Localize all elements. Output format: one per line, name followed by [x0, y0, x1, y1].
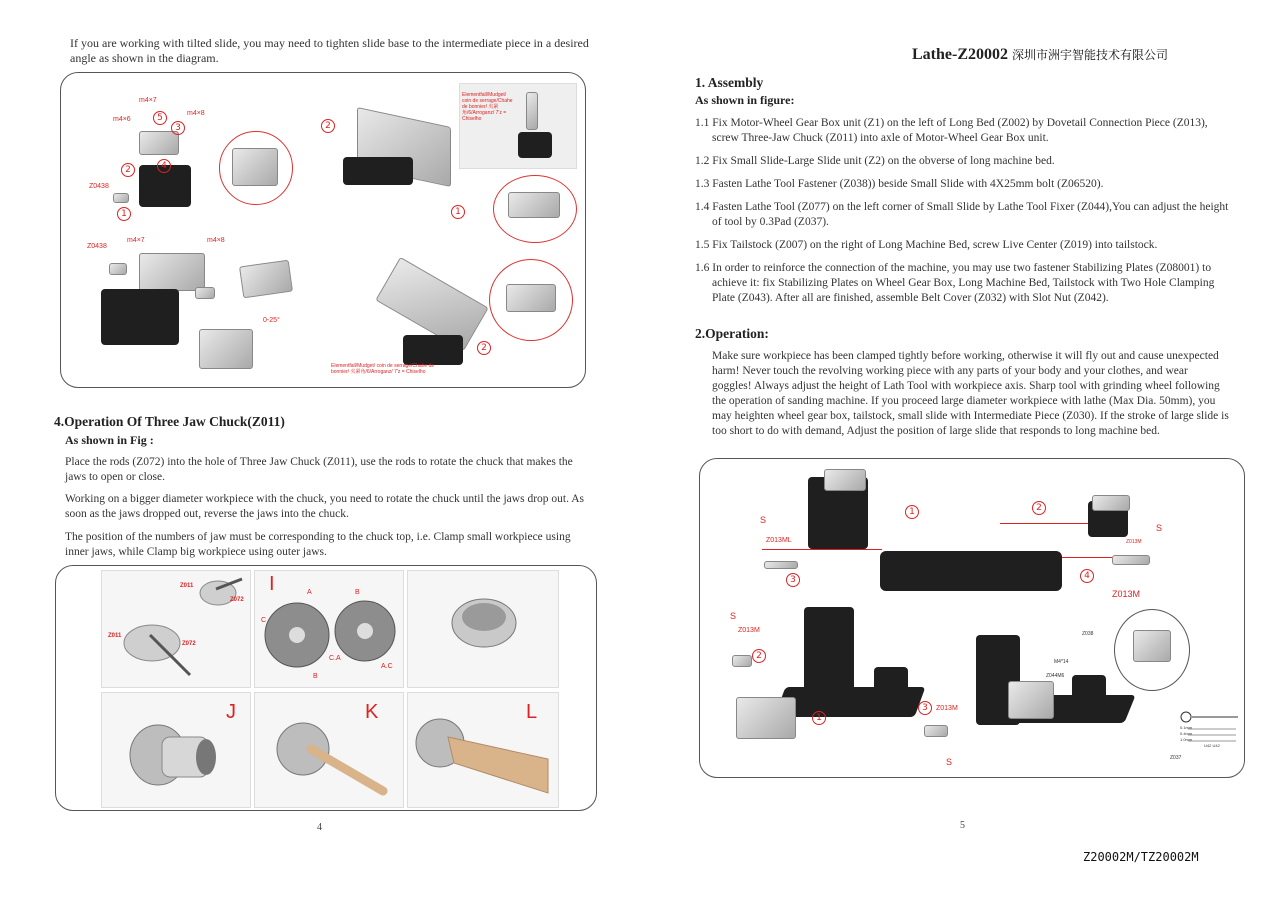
assembly-step-1-4: 1.4 Fasten Lathe Tool (Z077) on the left corner of Small Slide by Lathe Tool Fixer (Z044),You can adjust the height of tool by 0.3Pad (Z037). [695, 201, 1229, 228]
assembly-callout-1b: 1 [812, 711, 826, 725]
slide-under [343, 157, 413, 185]
assembly-label-z013m-a: Z013M [1126, 539, 1142, 545]
section1-title: 1. Assembly [695, 75, 764, 90]
label-m4x6: m4×6 [113, 116, 131, 123]
chuck-label-z072a: Z072 [230, 597, 244, 603]
right-page-number: 5 [960, 820, 965, 831]
chuck-label-ca: C.A [329, 655, 341, 662]
section2-title: 2.Operation: [695, 326, 769, 341]
assembly-label-10mm: 1.0mm [1180, 737, 1193, 742]
figure-letter-l: L [526, 701, 538, 723]
assembly-steps [695, 116, 1230, 306]
assembly-label-s4: S [946, 757, 953, 767]
assembly-label-z013m-d: Z013M [936, 705, 958, 712]
assembled-slide [736, 697, 796, 739]
chuck-label-ac: A.C [381, 663, 393, 670]
assembly-callout-4: 4 [1080, 569, 1094, 583]
callout-1b: 1 [451, 205, 465, 219]
label-z0438b: Z0438 [87, 243, 107, 250]
assembly-callout-3b: 3 [918, 701, 932, 715]
assembly-label-z013m-b: Z013M [1112, 589, 1141, 599]
chuck-photo-rods [101, 570, 251, 688]
label-angle: 0-25° [263, 317, 280, 324]
assembly-label-z044m6: Z044M6 [1046, 673, 1065, 679]
assembly-label-04mm: 0.4mm [1180, 731, 1193, 736]
intermediate-block-large [101, 289, 179, 345]
section4-title: 4.Operation Of Three Jaw Chuck(Z011) [54, 414, 285, 429]
assembly-step-1-3: 1.3 Fasten Lathe Tool Fastener (Z038)) beside Small Slide with 4X25mm bolt (Z06520). [695, 178, 1104, 190]
callout-2c: 2 [477, 341, 491, 355]
figure-letter-j: J [226, 701, 236, 723]
assembled-gearbox [804, 607, 854, 693]
tool-height-diagram [1180, 709, 1240, 753]
section4-paragraph-1: Place the rods (Z072) into the hole of Three Jaw Chuck (Z011), use the rods to rotate the chuck that makes the jaws to open or close. [65, 456, 573, 483]
long-bed [880, 551, 1062, 591]
chuck-photo-j [101, 692, 251, 808]
callout-2: 2 [121, 163, 135, 177]
assembly-step-1-2: 1.2 Fix Small Slide-Large Slide unit (Z2) on the obverse of long machine bed. [695, 155, 1055, 167]
callout-5: 5 [153, 111, 167, 125]
slide-base-plate [139, 131, 179, 155]
chuck-photo-l [407, 692, 559, 808]
assembly-label-z013ml: Z013ML [766, 537, 792, 544]
assembly-callout-3: 3 [786, 573, 800, 587]
callout-3: 3 [171, 121, 185, 135]
callout-4: 4 [157, 159, 171, 173]
chuck-photo-closed [407, 570, 559, 688]
chuck-label-z011a: Z011 [180, 583, 194, 589]
left-intro-text: If you are working with tilted slide, you may need to tighten slide base to the intermediate piece in a desired angle as shown in the diagram. [70, 36, 589, 65]
small-plate [113, 193, 129, 203]
model-code: Z20002M/TZ20002M [1083, 850, 1199, 864]
chuck-label-z072b: Z072 [182, 641, 196, 647]
chuck-photo-k [254, 692, 404, 808]
bracket-bottom [199, 329, 253, 369]
assembly-step-1-1: 1.1 Fix Motor-Wheel Gear Box unit (Z1) on the left of Long Bed (Z002) by Dovetail Connection Piece (Z013), screw Three-Jaw Chuck (Z011) into axle of Motor-Wheel Gear Box unit. [695, 117, 1208, 144]
chuck-label-c: C [261, 617, 267, 624]
chuck-photo-jaws [254, 570, 404, 688]
chuck-closed-drawing [408, 571, 558, 687]
warning-tiny-text-2: Elementfall/Mudget/ coin de serrage/Chahe de bonnier/ 夹紧角/6/Arroganz/ 7'z = Chiselho [331, 363, 435, 375]
warning-tiny-text: Elementfall/Mudget/ coin de serrage/Chahe de bonnier/ 夹紧角/6/Arroganz/ 7'z = Chiselho [462, 92, 513, 122]
assembly-label-z038: Z038 [1082, 631, 1094, 637]
section4-subtitle: As shown in Fig : [65, 433, 154, 447]
slide-assembly-figure [60, 72, 586, 388]
assembly-label-s1: S [760, 515, 767, 525]
assembly-label-01mm: 0.1mm [1180, 725, 1193, 730]
section4-paragraph-2: Working on a bigger diameter workpiece with the chuck, you need to rotate the chuck until the jaws drop out. As soon as the jaws dropped out, reverse the jaws into the chuck. [65, 493, 584, 520]
header [912, 46, 1168, 64]
assembly-label-s2: S [1156, 523, 1163, 533]
section1-subtitle: As shown in figure: [695, 93, 795, 107]
tilted-slide-photo [459, 83, 577, 169]
label-m4x8: m4×8 [187, 110, 205, 117]
lathe-assembly-figure [699, 458, 1245, 778]
callout-2b: 2 [321, 119, 335, 133]
header-title: Lathe-Z20002 [912, 46, 1008, 63]
assembly-step-1-6: 1.6 In order to reinforce the connection of the machine, you may use two fastener Stabilizing Plates (Z08001) to achieve it: fix Stabilizing Plates on Wheel Gear Box, Long Machine Bed, Tailstock with Two Hole Clamping Plate (Z043). After all are finished, assemble Belt Cover (Z032) with Slot Nut (Z042). [695, 262, 1215, 304]
assembly-callout-2b: 2 [752, 649, 766, 663]
chuck-k-drawing [255, 693, 403, 807]
assembly-label-u42: U42 U42 [1204, 743, 1220, 748]
assembly-label-z037: Z037 [1170, 755, 1182, 761]
detail-slide [1008, 681, 1054, 719]
tilt-bracket [239, 260, 293, 299]
chuck-rods-drawing [102, 571, 250, 687]
left-page-number: 4 [317, 822, 322, 833]
figure-letter-k: K [365, 701, 379, 723]
base-plate-large [139, 253, 205, 291]
assembly-label-m4x14: M4*14 [1054, 659, 1069, 665]
label-z0438: Z0438 [89, 183, 109, 190]
assembly-step-1-5: 1.5 Fix Tailstock (Z007) on the right of Long Machine Bed, screw Live Center (Z019) into tailstock. [695, 239, 1158, 251]
chuck-label-a: A [307, 589, 312, 596]
section4-paragraph-3: The position of the numbers of jaw must be corresponding to the chuck top, i.e. Clamp small workpiece using inner jaws, while Clamp big workpiece using outer jaws. [65, 531, 571, 558]
chuck-figure [55, 565, 597, 811]
detail-circle-2 [493, 175, 577, 243]
callout-1: 1 [117, 207, 131, 221]
detail-circle-1 [219, 131, 293, 205]
assembly-callout-1: 1 [905, 505, 919, 519]
assembly-callout-2: 2 [1032, 501, 1046, 515]
chuck-label-z011b: Z011 [108, 633, 122, 639]
tool-detail-circle [1114, 609, 1190, 691]
section2-body: Make sure workpiece has been clamped tightly before working, otherwise it will fly out and cause unexpected harm! Never touch the revolving working piece with any parts of your body and your clothes, and wear goggles! Always adjust the height of Lath Tool with workpiece axis. Sharp tool with grinding wheel following the operation of sanding machine. If you proceed large diameter workpiece with lathe (Max Dia. 50mm), you may heighten wheel gear box, tailstock, small slide with Intermediate Piece (Z030). If the stroke of large slide is too short to do with demand, Adjust the position of large slide that responds to long machine bed. [712, 350, 1229, 437]
label-m4x7: m4×7 [139, 97, 157, 104]
figure-letter-i: I [269, 573, 275, 595]
detail-circle-3 [489, 259, 573, 341]
header-company: 深圳市洲宇智能技术有限公司 [1012, 48, 1169, 62]
chuck-label-b2: B [313, 673, 318, 680]
label-m4x8b: m4×8 [207, 237, 225, 244]
chuck-label-b: B [355, 589, 360, 596]
assembly-label-s3: S [730, 611, 737, 621]
label-m4x7b: m4×7 [127, 237, 145, 244]
assembly-label-z013m-c: Z013M [738, 627, 760, 634]
